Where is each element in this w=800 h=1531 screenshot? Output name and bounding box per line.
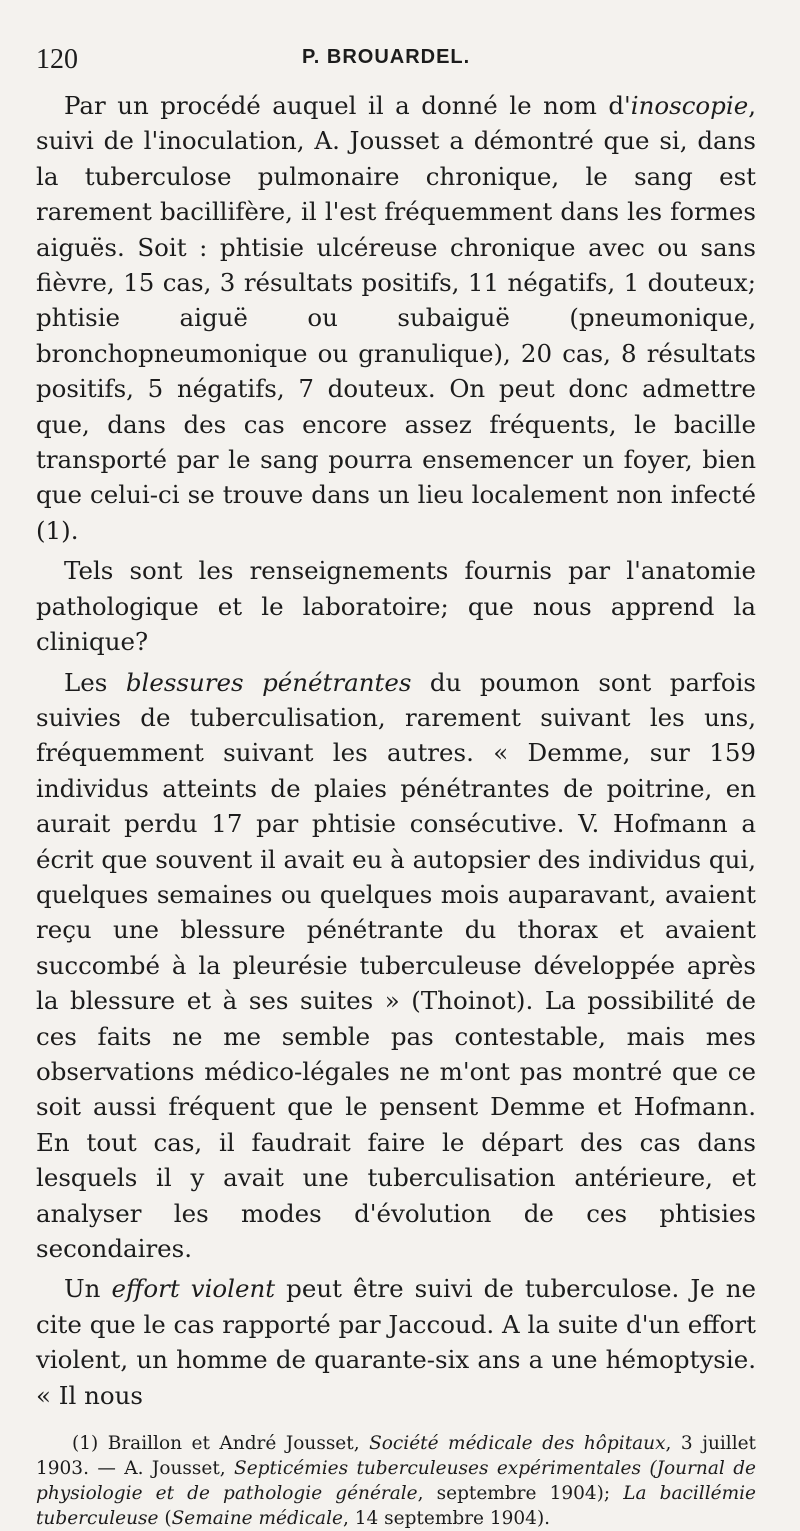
- footnote-segment: , 3 juillet 1903. — A. Jousset,: [36, 1433, 756, 1480]
- text-segment: peut être suivi de tuberculose. Je ne cite que le cas rapporté par Jaccoud. A la suite d'un effort violent, un homme de quarante-six ans a une hémoptysie. « Il nous: [36, 1274, 757, 1410]
- page-number: 120: [36, 44, 78, 75]
- footnote-1: [36, 1431, 756, 1531]
- italic-term-inoscopie: inoscopie: [630, 91, 749, 120]
- paragraph-inoscopie: [36, 88, 756, 548]
- text-segment: Un: [64, 1274, 112, 1304]
- footnote-segment: , 14 septembre 1904).: [342, 1508, 551, 1530]
- text-segment: , suivi de l'inoculation, A. Jousset a démontré que si, dans la tuberculose pulmonaire chronique, le sang est rarement bacillifère, il l'est fréquemment dans les formes aiguës. Soit : phtisie ulcéreuse chronique avec ou sans fièvre, 15 cas, 3 résultats positifs, 11 négatifs, 1 douteux; phtisie aiguë ou subaiguë (pneumonique, bronchopneumonique ou granulique), 20 cas, 8 résultats positifs, 5 négatifs, 7 douteux. On peut donc admettre que, dans des cas encore assez fréquents, le bacille transporté par le sang pourra ensemencer un foyer, bien que celui-ci se trouve dans un lieu localement non infecté (1).: [36, 91, 756, 545]
- body-text: [36, 88, 756, 1413]
- paragraph-blessures: [36, 665, 756, 1267]
- footnote-italic: Semaine médicale: [171, 1508, 343, 1530]
- paragraph-clinique: [36, 553, 756, 659]
- text-segment: Les: [64, 667, 126, 697]
- footnote-segment: (: [158, 1508, 172, 1530]
- footnotes: [36, 1431, 756, 1531]
- footnote-italic: Septicémies tuberculeuses expérimentales (Journal de physiologie et de pathologie générale: [36, 1458, 756, 1505]
- footnote-italic: La bacillémie tuberculeuse: [36, 1483, 756, 1530]
- footnote-segment: (1) Braillon et André Jousset,: [72, 1433, 370, 1455]
- running-title: P. BROUARDEL.: [302, 46, 471, 68]
- footnote-italic: Société médicale des hôpitaux: [369, 1433, 666, 1455]
- footnote-segment: , septembre 1904);: [417, 1483, 624, 1505]
- paragraph-effort: [36, 1271, 756, 1413]
- italic-term-blessures: blessures pénétrantes: [125, 667, 412, 697]
- text-segment: Par un procédé auquel il a donné le nom d': [64, 91, 631, 120]
- running-head: [36, 38, 756, 88]
- text-segment: Tels sont les renseignements fournis par l'anatomie pathologique et le laboratoire; que nous apprend la clinique?: [36, 556, 756, 657]
- italic-term-effort: effort violent: [111, 1274, 276, 1304]
- text-segment: du poumon sont parfois suivies de tuberculisation, rarement suivant les uns, fréquemment suivant les autres. « Demme, sur 159 individus atteints de plaies pénétrantes de poitrine, en aurait perdu 17 par phtisie consécutive. V. Hofmann a écrit que souvent il avait eu à autopsier des individus qui, quelques semaines ou quelques mois auparavant, avaient reçu une blessure pénétrante du thorax et avaient succombé à la pleurésie tuberculeuse développée après la blessure et à ses suites » (Thoinot). La possibilité de ces faits ne me semble pas contestable, mais mes observations médico-légales ne m'ont pas montré que ce soit aussi fréquent que le pensent Demme et Hofmann. En tout cas, il faudrait faire le départ des cas dans lesquels il y avait une tuberculisation antérieure, et analyser les modes d'évolution de ces phtisies secondaires.: [36, 667, 756, 1263]
